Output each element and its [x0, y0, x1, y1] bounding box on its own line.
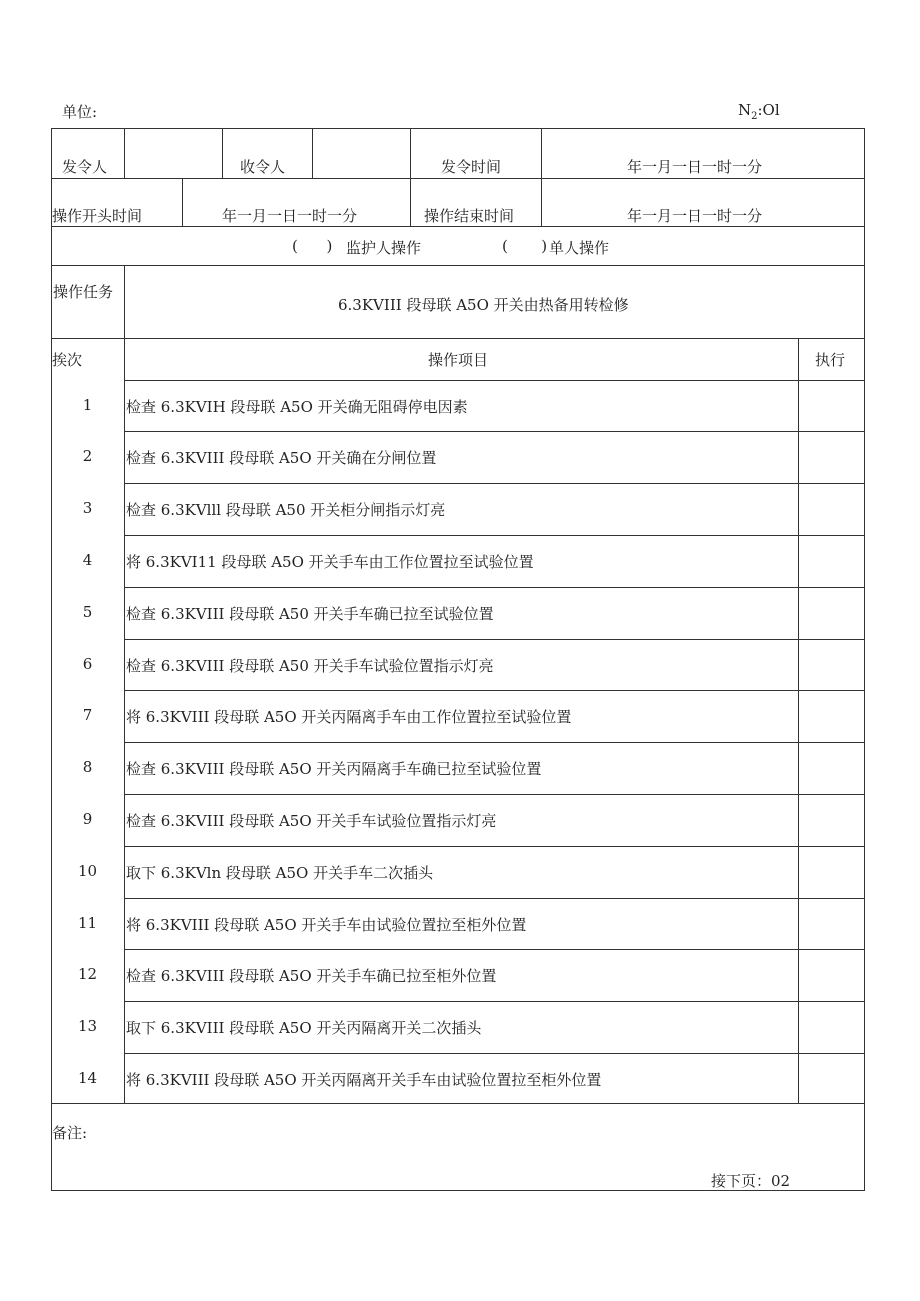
step-number: 9	[82, 810, 93, 828]
step-text: 检查 6.3KVIII 段母联 A5O 开关丙隔离手车确已拉至试验位置	[126, 760, 542, 778]
step-number: 3	[82, 499, 93, 517]
exec-check-cell[interactable]	[799, 743, 864, 794]
col-seq-header: 挨次	[52, 351, 83, 369]
number-subscript: 2	[751, 111, 758, 122]
task-label: 操作任务	[53, 283, 114, 301]
guardian-checkbox[interactable]: ( )	[292, 237, 333, 255]
start-time-value: 年一月一日一时一分	[222, 207, 358, 225]
rule	[51, 1103, 865, 1104]
exec-check-cell[interactable]	[799, 847, 864, 898]
row-rule	[124, 431, 865, 432]
row-rule	[124, 587, 865, 588]
exec-check-cell[interactable]	[799, 432, 864, 483]
exec-check-cell[interactable]	[799, 691, 864, 742]
exec-check-cell[interactable]	[799, 1002, 864, 1053]
rule	[51, 265, 865, 266]
rule	[222, 128, 223, 178]
receiver-label: 收令人	[240, 158, 286, 176]
step-number: 14	[77, 1069, 98, 1087]
exec-check-cell[interactable]	[799, 484, 864, 535]
step-number: 11	[77, 914, 98, 932]
step-number: 4	[82, 551, 93, 569]
step-text: 取下 6.3KVln 段母联 A5O 开关手车二次插头	[126, 864, 434, 882]
col-exec-header: 执行	[815, 351, 846, 369]
step-text: 检查 6.3KVIII 段母联 A5O 开关手车试验位置指示灯亮	[126, 812, 497, 830]
row-rule	[124, 535, 865, 536]
col-item-header: 操作项目	[428, 351, 489, 369]
step-number: 5	[82, 603, 93, 621]
step-number: 2	[82, 447, 93, 465]
form-number	[738, 101, 780, 122]
rule	[182, 178, 183, 226]
step-number: 7	[82, 706, 93, 724]
step-number: 8	[82, 758, 93, 776]
rule	[51, 178, 865, 179]
row-rule	[124, 380, 865, 381]
unit-label: 单位:	[62, 103, 98, 121]
step-text: 将 6.3KVIII 段母联 A5O 开关手车由试验位置拉至柜外位置	[126, 916, 527, 934]
end-time-label: 操作结束时间	[424, 207, 515, 225]
step-text: 检查 6.3KVIII 段母联 A50 开关手车确已拉至试验位置	[126, 605, 494, 623]
row-rule	[124, 1001, 865, 1002]
exec-check-cell[interactable]	[799, 1054, 864, 1105]
rule	[51, 338, 865, 339]
exec-check-cell[interactable]	[799, 381, 864, 432]
exec-check-cell[interactable]	[799, 950, 864, 1001]
step-text: 将 6.3KVI11 段母联 A5O 开关手车由工作位置拉至试验位置	[126, 553, 534, 571]
row-rule	[124, 742, 865, 743]
rule	[124, 128, 125, 178]
step-number: 1	[82, 396, 93, 414]
step-text: 检查 6.3KVIH 段母联 A5O 开关确无阻碍停电因素	[126, 398, 468, 416]
step-text: 将 6.3KVIII 段母联 A5O 开关丙隔离手车由工作位置拉至试验位置	[126, 708, 572, 726]
issuer-label: 发令人	[62, 158, 108, 176]
step-text: 检查 6.3KVIII 段母联 A5O 开关手车确已拉至柜外位置	[126, 967, 497, 985]
row-rule	[124, 483, 865, 484]
number-prefix: N	[738, 101, 752, 119]
step-number: 6	[82, 655, 93, 673]
guardian-operation-label: 监护人操作	[346, 239, 422, 257]
issue-time-label: 发令时间	[441, 158, 502, 176]
issue-time-value: 年一月一日一时一分	[627, 158, 763, 176]
rule	[51, 226, 865, 227]
row-rule	[124, 846, 865, 847]
exec-check-cell[interactable]	[799, 588, 864, 639]
exec-check-cell[interactable]	[799, 795, 864, 846]
end-time-value: 年一月一日一时一分	[627, 207, 763, 225]
row-rule	[124, 639, 865, 640]
row-rule	[124, 794, 865, 795]
exec-check-cell[interactable]	[799, 640, 864, 691]
task-value: 6.3KVIII 段母联 A5O 开关由热备用转检修	[338, 296, 629, 314]
step-text: 检查 6.3KVlll 段母联 A50 开关柜分闸指示灯亮	[126, 501, 446, 519]
remarks-label: 备注:	[52, 1124, 88, 1142]
rule	[410, 128, 411, 226]
row-rule	[124, 898, 865, 899]
step-text: 检查 6.3KVIII 段母联 A50 开关手车试验位置指示灯亮	[126, 657, 494, 675]
single-operation-label: 单人操作	[549, 239, 610, 257]
rule	[541, 128, 542, 226]
step-text: 将 6.3KVIII 段母联 A5O 开关丙隔离开关手车由试验位置拉至柜外位置	[126, 1071, 602, 1089]
rule	[312, 128, 313, 178]
rule	[124, 265, 125, 1103]
number-value: :Ol	[757, 101, 780, 119]
exec-check-cell[interactable]	[799, 536, 864, 587]
row-rule	[124, 1053, 865, 1054]
row-rule	[124, 949, 865, 950]
step-number: 12	[77, 965, 98, 983]
single-checkbox[interactable]: ( )	[502, 237, 548, 255]
exec-check-cell[interactable]	[799, 899, 864, 950]
step-text: 取下 6.3KVIII 段母联 A5O 开关丙隔离开关二次插头	[126, 1019, 482, 1037]
row-rule	[124, 690, 865, 691]
step-number: 10	[77, 862, 98, 880]
step-text: 检查 6.3KVIII 段母联 A5O 开关确在分闸位置	[126, 449, 437, 467]
next-page: 接下页：02	[711, 1172, 791, 1190]
step-number: 13	[77, 1017, 98, 1035]
start-time-label: 操作开头时间	[52, 207, 143, 225]
